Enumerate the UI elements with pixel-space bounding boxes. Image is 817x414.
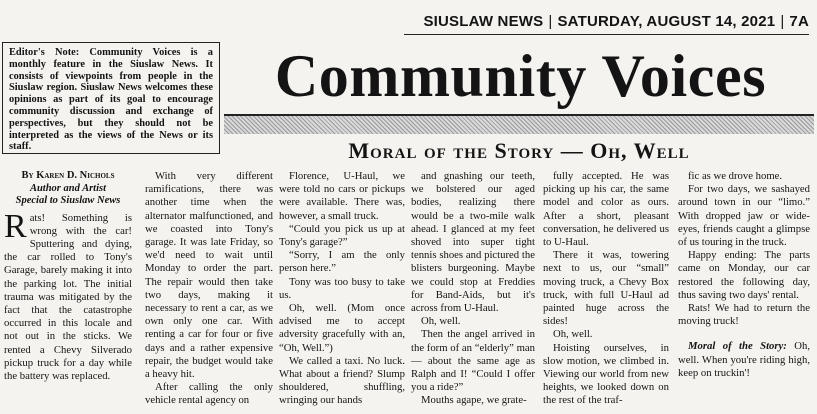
masthead-separator: | [780,13,785,30]
section-title: Community Voices [274,43,767,109]
article-column-3 [279,170,405,410]
paragraph: Oh, well. (Mom once advised me to accept adversity gracefully with an, “Oh, Well.”) [279,302,405,354]
moral-paragraph [678,340,810,380]
masthead-rule [404,34,809,35]
byline-author: By Karen D. Nichols [21,170,115,181]
paragraph: Oh, well. [553,328,593,341]
paragraph: Happy ending: The parts came on Monday, our car restored the following day, thus saving two days' rental. [678,249,810,301]
paragraph: fully accepted. He was picking up his car, the same model and color as ours. After a short, pleasant conversation, he delivered us to U-Haul. [543,170,669,249]
paragraph: Florence, U-Haul, we were told no cars or pickups were available. There was, however, a small truck. [279,170,405,222]
paragraph: Rats! We had to return the moving truck! [678,302,810,328]
paragraph: We called a taxi. No luck. What about a friend? Slump shouldered, shuffling, wringing our hands [279,354,405,407]
paper-name: SIUSLAW NEWS [423,13,544,30]
paragraph: Mouths agape, we grate- [421,394,527,407]
article-column-6 [678,170,810,410]
paragraph: After calling the only vehicle rental agency on [145,381,273,407]
byline [4,170,132,208]
article-column-1 [4,170,132,410]
paragraph: For two days, we sashayed around town in our “limo.” With dropped jaw or wide-eyes, friends caught a glimpse of us touring in the truck. [678,183,810,249]
paragraph: Rats! Something is wrong with the car! Sputtering and dying, the car rolled to Tony's Garage, barely making it into the parking lot. The initial trauma was mitigated by the fact that the catastrophe occurred in this locale and not out in the sticks. We rented a Chevy Silverado pickup truck for a day while the battery was replaced. [4,207,132,382]
paragraph: “Could you pick us up at Tony's garage?” [279,222,405,249]
article-column-2 [145,170,273,410]
editor-note-text: Editor's Note: Community Voices is a monthly feature in the Siuslaw News. It consists of viewpoints from people in the Siuslaw region. Siuslaw News welcomes these opinions as part of its goal to encourage community discussion and exchange of perspectives, but they should not be interpreted as the views of the News or its staff. [9,47,213,153]
moral-text: Oh, well. When you're riding high, keep on truckin'! [678,340,810,379]
paragraph: With very different ramifications, there was another time when the alternator malfunctioned, and we coasted into Tony's garage. It was late Friday, so we'd need to wait until Monday to order the part. The repair would then take two days, making it necessary to rent a car, as we own only one car. With renting a car for four or five days and a rather expensive repair, the budget would take a heavy hit. [145,170,273,381]
article-column-5 [543,170,669,410]
editor-note-box [2,42,220,154]
headline: Moral of the Story — Oh, Well [348,138,690,163]
page-number: 7A [789,13,809,30]
byline-affiliation: Special to Siuslaw News [15,195,121,206]
paragraph: There it was, towering next to us, our “small” moving truck, a Chevy Box truck, with full U-Haul ad painted huge across the sides! [543,249,669,328]
paragraph: Oh, well. [421,315,461,328]
drop-cap: R [4,207,27,245]
paragraph: “Sorry, I am the only person here.” [279,249,405,275]
paragraph: fic as we drove home. [688,170,783,182]
article-column-4 [411,170,535,410]
masthead-separator: | [548,13,553,30]
paragraph: Tony was too busy to take us. [279,275,405,301]
masthead [404,12,809,32]
paragraph: and gnashing our teeth, we bolstered our aged bodies, realizing there would be a two-mile walk ahead. I glanced at my feet shoved into super tight tennis shoes and pictured the blisters burgeoning. Maybe we could stop at Freddies for Band-Aids, but it's across from U-Haul. [411,170,535,315]
paragraph: Then the angel arrived in the form of an “elderly” man — about the same age as Ralph and I! “Could I offer you a ride?” [411,328,535,394]
title-shade-bar [224,114,814,134]
byline-role: Author and Artist [29,182,107,194]
paragraph: Hoisting ourselves, in slow motion, we climbed in. Viewing our world from new heights, we looked down on the rest of the traf- [543,341,669,407]
moral-label: Moral of the Story: [688,340,787,353]
issue-date: SATURDAY, AUGUST 14, 2021 [557,13,776,30]
